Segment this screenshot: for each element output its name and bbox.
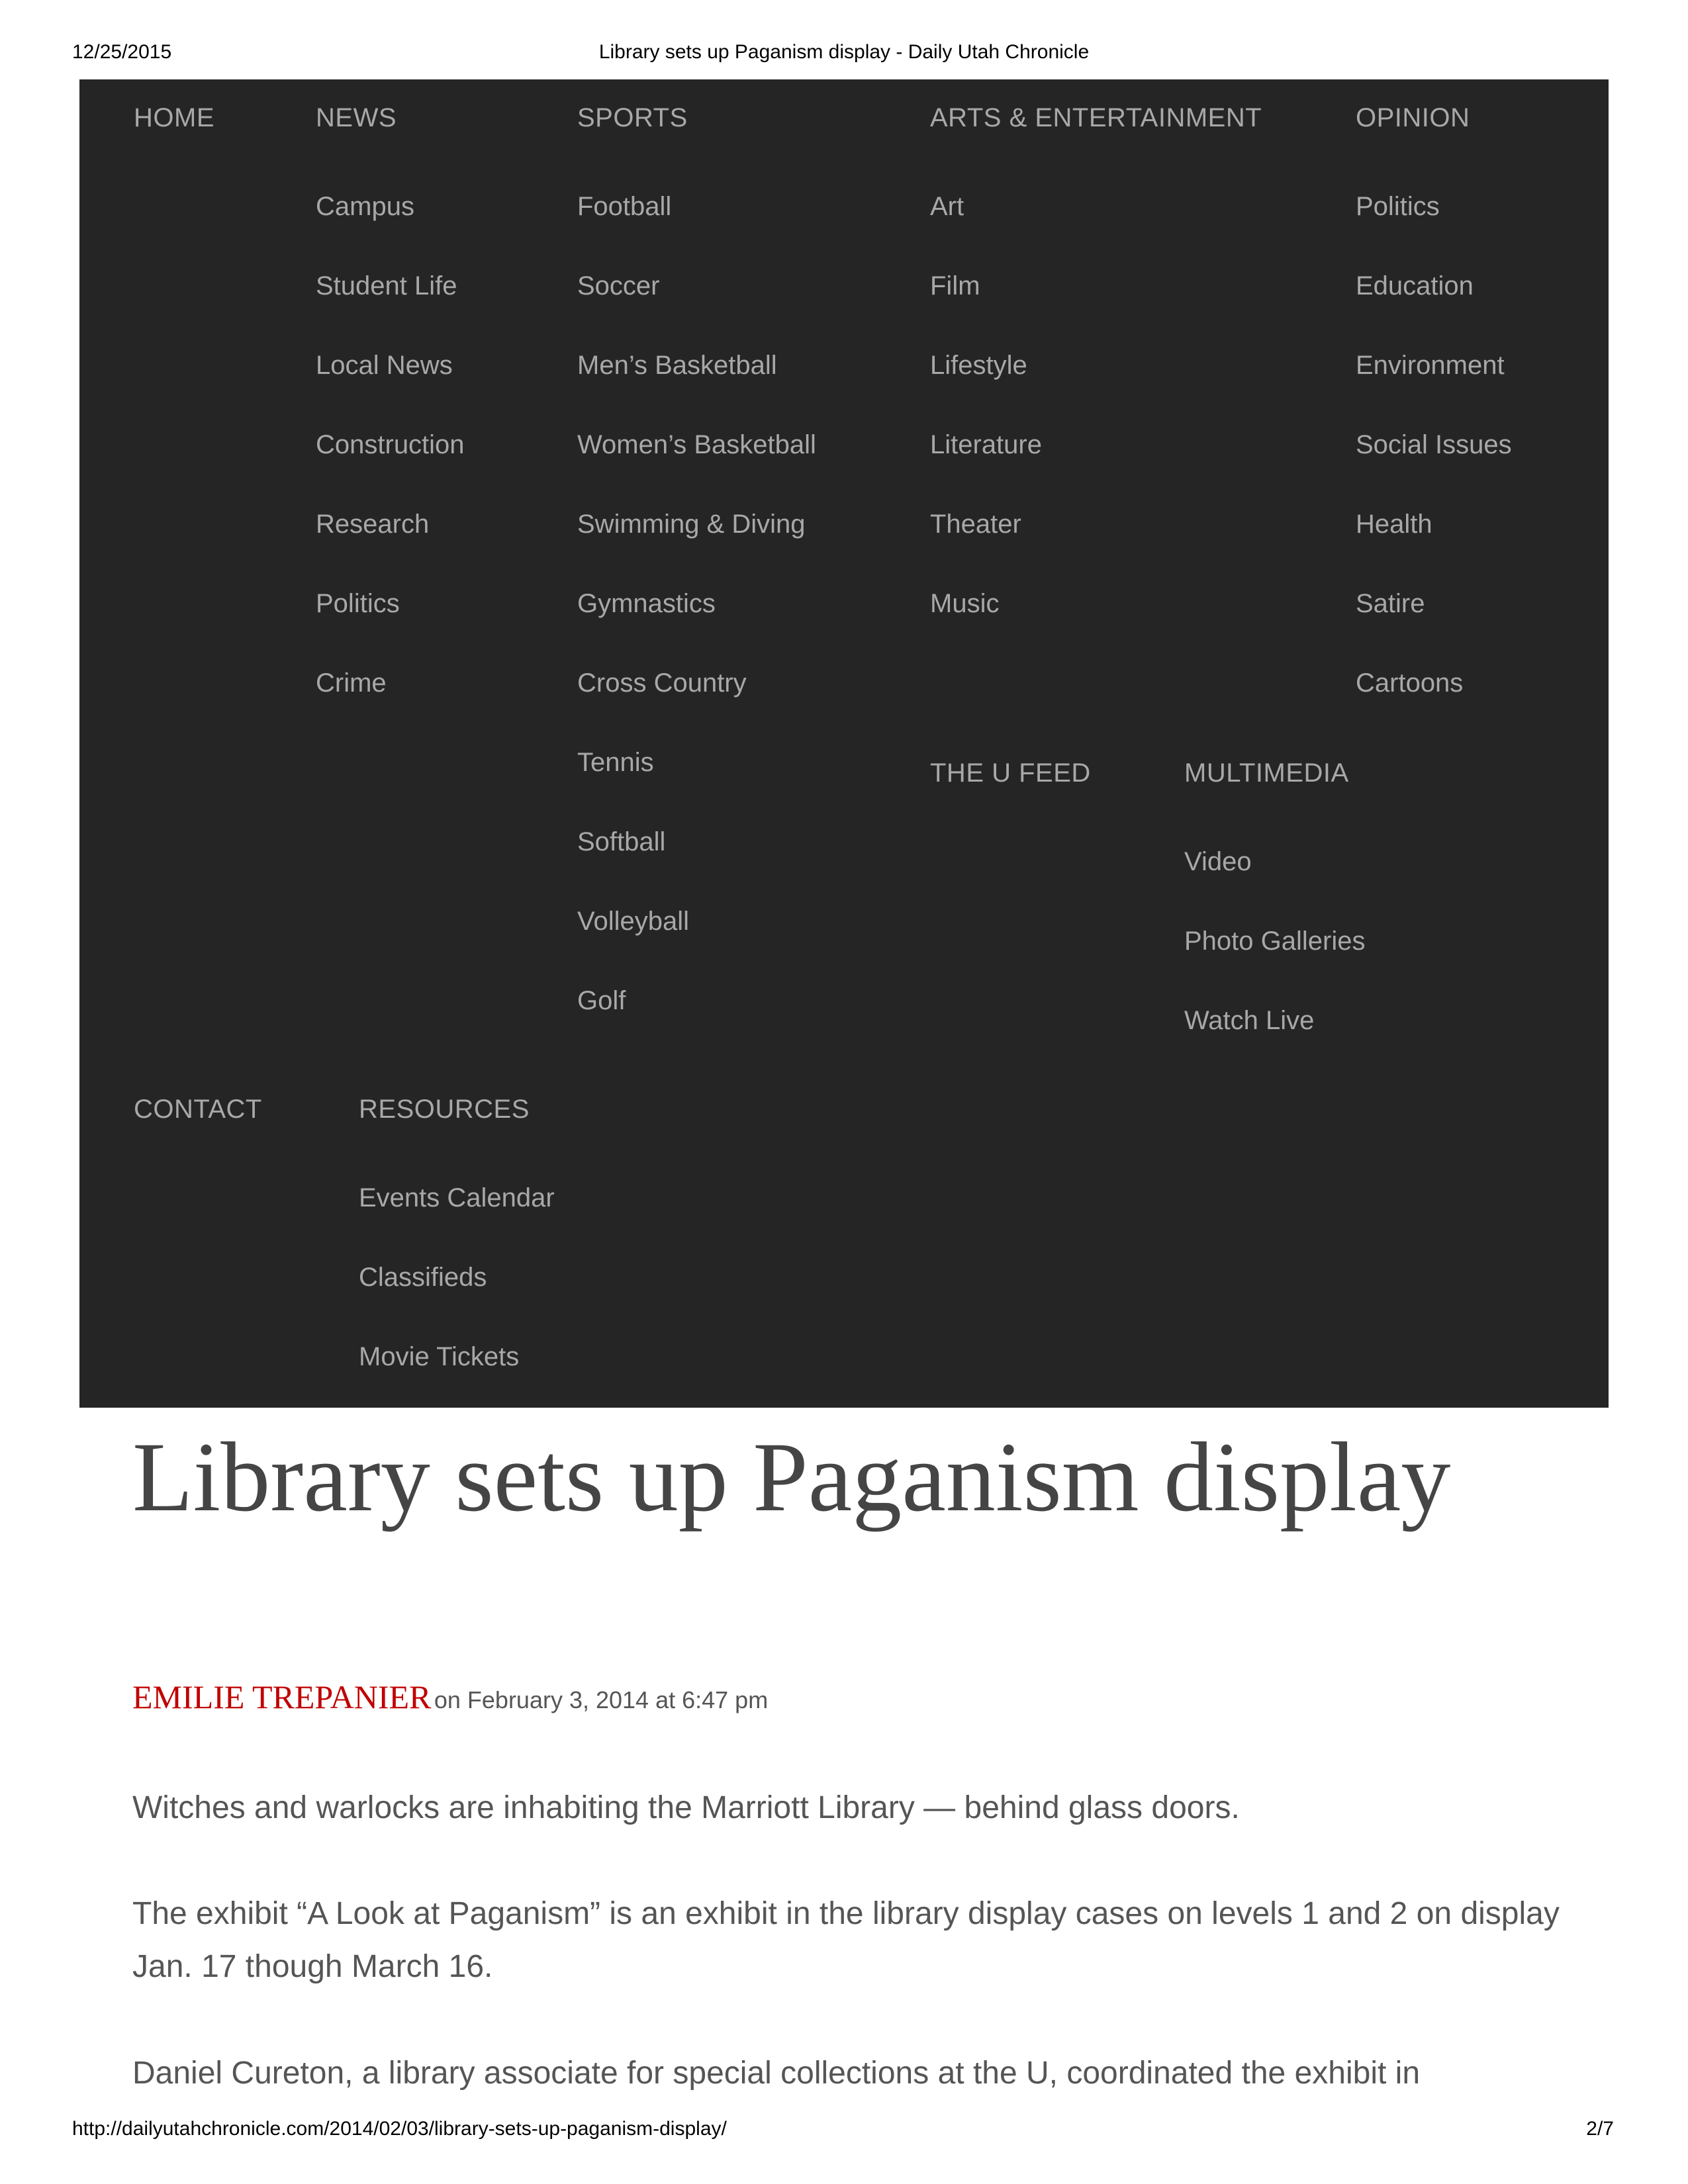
nav-submenu-item[interactable]: Music bbox=[930, 589, 1000, 618]
nav-resources[interactable]: RESOURCES bbox=[359, 1095, 530, 1124]
print-url: http://dailyutahchronicle.com/2014/02/03/library-sets-up-paganism-display/ bbox=[72, 2118, 727, 2140]
nav-sports[interactable]: SPORTS bbox=[577, 103, 688, 132]
nav-submenu-item[interactable]: Tennis bbox=[577, 748, 654, 777]
nav-col-home bbox=[134, 105, 214, 131]
nav-submenu-item[interactable]: Football bbox=[577, 192, 672, 221]
multimedia-submenu bbox=[1184, 848, 1365, 1087]
nav-submenu-item[interactable]: Golf bbox=[577, 986, 626, 1015]
nav-submenu-item[interactable]: Watch Live bbox=[1184, 1006, 1315, 1035]
nav-col-arts bbox=[930, 105, 1262, 670]
news-submenu bbox=[316, 193, 465, 749]
nav-arts-entertainment[interactable]: ARTS & ENTERTAINMENT bbox=[930, 103, 1262, 132]
nav-col-ufeed bbox=[930, 760, 1091, 786]
nav-submenu-item[interactable]: Research bbox=[316, 510, 430, 539]
nav-col-resources bbox=[359, 1096, 555, 1423]
print-page-title: Library sets up Paganism display - Daily Utah Chronicle bbox=[598, 41, 1090, 63]
nav-submenu-item[interactable]: Gymnastics bbox=[577, 589, 716, 618]
resources-submenu bbox=[359, 1185, 555, 1423]
nav-submenu-item[interactable]: Literature bbox=[930, 430, 1042, 459]
nav-col-sports bbox=[577, 105, 816, 1067]
nav-submenu-item[interactable]: Campus bbox=[316, 192, 414, 221]
article-paragraph: The exhibit “A Look at Paganism” is an exhibit in the library display cases on levels 1 and 2 on display Jan. 17 though March 16. bbox=[132, 1896, 1560, 1984]
nav-submenu-item[interactable]: Social Issues bbox=[1356, 430, 1512, 459]
nav-col-news bbox=[316, 105, 465, 749]
nav-submenu-item[interactable]: Theater bbox=[930, 510, 1021, 539]
print-page-number: 2/7 bbox=[1586, 2118, 1614, 2140]
nav-submenu-item[interactable]: Student Life bbox=[316, 271, 457, 300]
nav-submenu-item[interactable]: Women’s Basketball bbox=[577, 430, 816, 459]
publish-date: on February 3, 2014 at 6:47 pm bbox=[434, 1686, 769, 1713]
print-date: 12/25/2015 bbox=[72, 41, 172, 63]
nav-contact[interactable]: CONTACT bbox=[134, 1095, 262, 1124]
nav-u-feed[interactable]: THE U FEED bbox=[930, 758, 1091, 788]
article-paragraph: Witches and warlocks are inhabiting the Marriott Library — behind glass doors. bbox=[132, 1790, 1240, 1825]
nav-submenu-item[interactable]: Volleyball bbox=[577, 907, 690, 936]
nav-submenu-item[interactable]: Soccer bbox=[577, 271, 660, 300]
nav-submenu-item[interactable]: Art bbox=[930, 192, 964, 221]
nav-news[interactable]: NEWS bbox=[316, 103, 397, 132]
nav-submenu-item[interactable]: Swimming & Diving bbox=[577, 510, 806, 539]
nav-submenu-item[interactable]: Cross Country bbox=[577, 668, 747, 698]
nav-col-opinion bbox=[1356, 105, 1512, 749]
nav-submenu-item[interactable]: Softball bbox=[577, 827, 666, 856]
nav-submenu-item[interactable]: Cartoons bbox=[1356, 668, 1464, 698]
nav-opinion[interactable]: OPINION bbox=[1356, 103, 1470, 132]
nav-submenu-item[interactable]: Video bbox=[1184, 847, 1252, 876]
article-paragraph: Daniel Cureton, a library associate for special collections at the U, coordinated the exhibit in bbox=[132, 2056, 1421, 2091]
arts-submenu bbox=[930, 193, 1262, 670]
nav-submenu-item[interactable]: Events Calendar bbox=[359, 1183, 555, 1212]
byline bbox=[132, 1678, 768, 1716]
nav-submenu-item[interactable]: Movie Tickets bbox=[359, 1342, 520, 1371]
sports-submenu bbox=[577, 193, 816, 1067]
nav-submenu-item[interactable]: Crime bbox=[316, 668, 387, 698]
article-title: Library sets up Paganism display bbox=[132, 1422, 1451, 1532]
nav-submenu-item[interactable]: Photo Galleries bbox=[1184, 927, 1366, 956]
nav-multimedia[interactable]: MULTIMEDIA bbox=[1184, 758, 1349, 788]
nav-col-multimedia bbox=[1184, 760, 1365, 1087]
nav-submenu-item[interactable]: Local News bbox=[316, 351, 453, 380]
nav-submenu-item[interactable]: Men’s Basketball bbox=[577, 351, 777, 380]
nav-submenu-item[interactable]: Construction bbox=[316, 430, 465, 459]
nav-submenu-item[interactable]: Film bbox=[930, 271, 980, 300]
opinion-submenu bbox=[1356, 193, 1512, 749]
nav-submenu-item[interactable]: Classifieds bbox=[359, 1263, 487, 1292]
nav-submenu-item[interactable]: Health bbox=[1356, 510, 1432, 539]
nav-col-contact bbox=[134, 1096, 262, 1122]
nav-home[interactable]: HOME bbox=[134, 103, 214, 132]
nav-submenu-item[interactable]: Satire bbox=[1356, 589, 1425, 618]
nav-submenu-item[interactable]: Politics bbox=[1356, 192, 1440, 221]
main-navigation-menu bbox=[79, 79, 1609, 1408]
author-link[interactable]: EMILIE TREPANIER bbox=[132, 1678, 432, 1715]
nav-submenu-item[interactable]: Politics bbox=[316, 589, 400, 618]
nav-submenu-item[interactable]: Education bbox=[1356, 271, 1474, 300]
nav-submenu-item[interactable]: Lifestyle bbox=[930, 351, 1027, 380]
nav-submenu-item[interactable]: Environment bbox=[1356, 351, 1505, 380]
